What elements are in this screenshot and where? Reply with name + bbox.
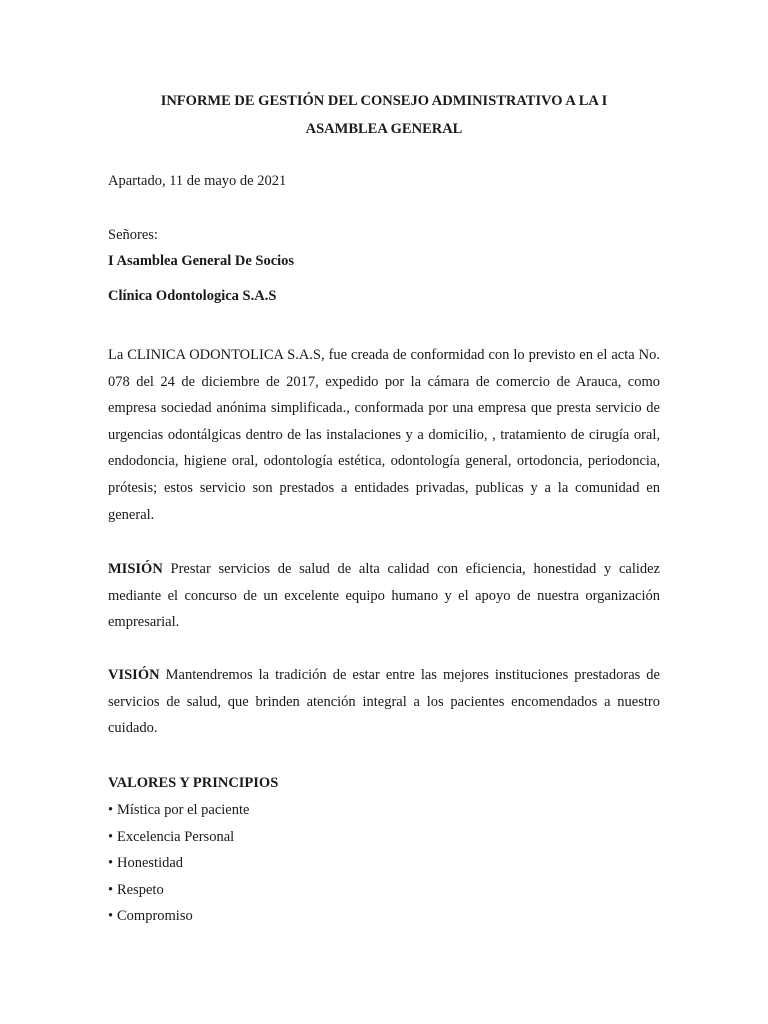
bullet-icon: • [108, 802, 114, 818]
mision-label: MISIÓN [108, 561, 163, 577]
value-label: Excelencia Personal [117, 828, 235, 845]
intro-paragraph: La CLINICA ODONTOLICA S.A.S, fue creada de conformidad con lo previsto en el acta No. 078 del 24 de diciembre de 2017, expedido por la cámara de comercio de Arauca, como empresa sociedad anónima simplificada., conformada por una empresa que presta servicio de urgencias odontálgicas dentro de las instalaciones y a domicilio, , tratamiento de cirugía oral, endodoncia, higiene oral, odontología estética, odontología general, ortodoncia, periodoncia, prótesis; estos servicio son prestados a entidades privadas, publicas y a la comunidad en general. [108, 347, 660, 523]
bullet-icon: • [108, 828, 114, 845]
date-line: Apartado, 11 de mayo de 2021 [108, 173, 287, 189]
values-heading: VALORES Y PRINCIPIOS [108, 775, 279, 791]
mision-text: Prestar servicios de salud de alta calidad con eficiencia, honestidad y calidez mediante el concurso de un excelente equipo humano y el apoyo de nuestra organización empresarial. [108, 561, 660, 631]
value-list-item [108, 903, 660, 930]
salutation: Señores: [108, 227, 158, 243]
title-line-1: INFORME DE GESTIÓN DEL CONSEJO ADMINISTRATIVO A LA I [160, 93, 608, 109]
vision-label: VISIÓN [108, 667, 160, 683]
value-list-item [108, 850, 660, 877]
document-title [108, 87, 660, 143]
vision-paragraph [108, 662, 660, 742]
mision-paragraph [108, 556, 660, 636]
bullet-icon: • [108, 855, 114, 871]
value-label: Compromiso [117, 908, 193, 924]
values-list [108, 797, 660, 930]
value-list-item [108, 824, 660, 851]
recipient-line-2: Clínica Odontologica S.A.S [108, 288, 277, 304]
value-list-item [108, 797, 660, 824]
value-label: Honestidad [117, 855, 184, 871]
vision-text: Mantendremos la tradición de estar entre las mejores instituciones prestadoras de servicios de salud, que brinden atención integral a los pacientes encomendados a nuestro cuidado. [108, 667, 660, 737]
recipient-line-1: I Asamblea General De Socios [108, 253, 295, 269]
title-line-2: ASAMBLEA GENERAL [305, 121, 463, 137]
value-label: Mística por el paciente [117, 802, 250, 818]
value-list-item [108, 877, 660, 904]
bullet-icon: • [108, 881, 114, 898]
value-label: Respeto [117, 881, 164, 898]
bullet-icon: • [108, 908, 114, 924]
